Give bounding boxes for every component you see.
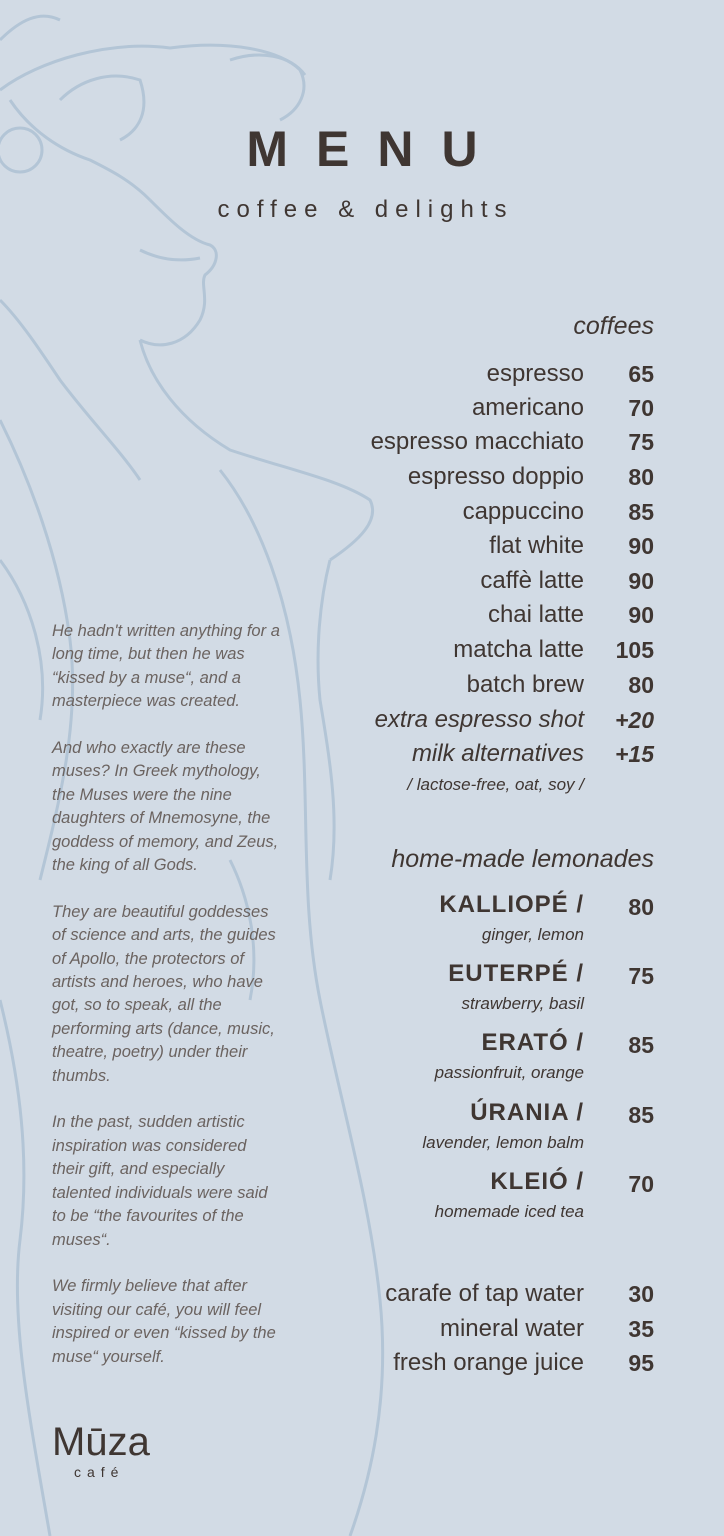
lemonade-name: ÚRANIA / xyxy=(470,1099,584,1126)
item-name: fresh orange juice xyxy=(393,1349,584,1376)
item-price: 70 xyxy=(628,395,654,421)
menu-item xyxy=(300,703,654,737)
item-price: 85 xyxy=(628,499,654,525)
story-paragraph: In the past, sudden artistic inspiration was considered their gift, and especially talented individuals were said to be “the favourites of the muses“. xyxy=(52,1113,268,1249)
menu-item xyxy=(300,460,654,494)
menu-item xyxy=(300,1346,654,1380)
story-paragraph: We firmly believe that after visiting our café, you will feel inspired or even “kissed by the muse“ yourself. xyxy=(52,1277,276,1366)
menu-item xyxy=(300,1312,654,1346)
lemonade-name: KALLIOPÉ / xyxy=(439,891,584,918)
item-price: +20 xyxy=(614,707,654,733)
item-name: carafe of tap water xyxy=(385,1280,584,1307)
item-name: mineral water xyxy=(439,1315,584,1342)
menu-item xyxy=(300,737,654,771)
item-name: espresso xyxy=(486,360,584,387)
lemonade-name: KLEIÓ / xyxy=(490,1168,584,1195)
item-name: milk alternatives xyxy=(411,740,584,767)
menu-item xyxy=(300,529,654,563)
item-name: espresso macchiato xyxy=(370,428,584,455)
menu-item xyxy=(300,633,654,667)
item-price: +15 xyxy=(614,741,654,767)
lemonade-item xyxy=(300,1165,654,1229)
item-name: flat white xyxy=(489,532,584,559)
lemonade-price: 70 xyxy=(628,1171,654,1197)
logo-word: Mūza xyxy=(52,1420,150,1464)
lemonade-item xyxy=(300,957,654,1021)
item-price: 65 xyxy=(628,361,654,387)
item-name: espresso doppio xyxy=(407,463,584,490)
lemonades-heading: home-made lemonades xyxy=(391,845,654,873)
menu-item xyxy=(300,425,654,459)
item-price: 30 xyxy=(628,1281,654,1307)
lemonade-item xyxy=(300,888,654,952)
lemonade-desc: homemade iced tea xyxy=(434,1202,584,1221)
menu-item xyxy=(300,598,654,632)
menu-item xyxy=(300,391,654,425)
lemonade-price: 75 xyxy=(628,963,654,989)
menu-title: MENU xyxy=(246,121,506,177)
logo-subtitle: café xyxy=(74,1464,125,1480)
milk-note: / lactose-free, oat, soy / xyxy=(407,775,584,794)
lemonade-desc: passionfruit, orange xyxy=(434,1063,584,1082)
item-name: chai latte xyxy=(487,601,584,628)
item-name: extra espresso shot xyxy=(374,706,584,733)
menu-subtitle: coffee & delights xyxy=(217,196,514,223)
lemonade-price: 85 xyxy=(628,1102,654,1128)
story-paragraph: They are beautiful goddesses of science and arts, the guides of Apollo, the protectors of artists and heroes, who have got, so to speak, all the performing arts (dance, music, theatre, poetry) under their thumbs. xyxy=(52,902,276,1085)
story-paragraph: And who exactly are these muses? In Greek mythology, the Muses were the nine daughters of Mnemosyne, the goddess of memory, and Zeus, the king of all Gods. xyxy=(52,739,279,875)
muse-story xyxy=(52,620,282,1392)
item-name: matcha latte xyxy=(453,636,584,663)
lemonade-desc: lavender, lemon balm xyxy=(422,1133,584,1152)
lemonade-price: 80 xyxy=(628,894,654,920)
menu-item xyxy=(300,357,654,391)
muza-logo xyxy=(52,1420,182,1480)
lemonade-desc: strawberry, basil xyxy=(461,994,584,1013)
coffees-heading: coffees xyxy=(573,312,654,340)
item-price: 95 xyxy=(628,1350,654,1376)
item-name: americano xyxy=(471,394,584,421)
item-price: 90 xyxy=(628,533,654,559)
item-name: caffè latte xyxy=(480,567,584,594)
menu-item xyxy=(300,495,654,529)
story-paragraph: He hadn't written anything for a long time, but then he was “kissed by a muse“, and a masterpiece was created. xyxy=(52,622,280,711)
lemonade-name: EUTERPÉ / xyxy=(448,960,584,987)
lemonade-price: 85 xyxy=(628,1032,654,1058)
item-price: 75 xyxy=(628,429,654,455)
item-price: 80 xyxy=(628,464,654,490)
item-price: 90 xyxy=(628,568,654,594)
item-price: 90 xyxy=(628,602,654,628)
menu-item xyxy=(300,1277,654,1311)
item-price: 35 xyxy=(628,1316,654,1342)
item-name: cappuccino xyxy=(462,498,584,525)
item-price: 105 xyxy=(615,637,654,663)
item-price: 80 xyxy=(628,672,654,698)
menu-item xyxy=(300,668,654,702)
lemonade-item xyxy=(300,1096,654,1160)
item-name: batch brew xyxy=(466,671,584,698)
lemonade-desc: ginger, lemon xyxy=(481,925,584,944)
lemonade-item xyxy=(300,1026,654,1090)
lemonade-name: ERATÓ / xyxy=(481,1029,584,1056)
menu-item xyxy=(300,564,654,598)
